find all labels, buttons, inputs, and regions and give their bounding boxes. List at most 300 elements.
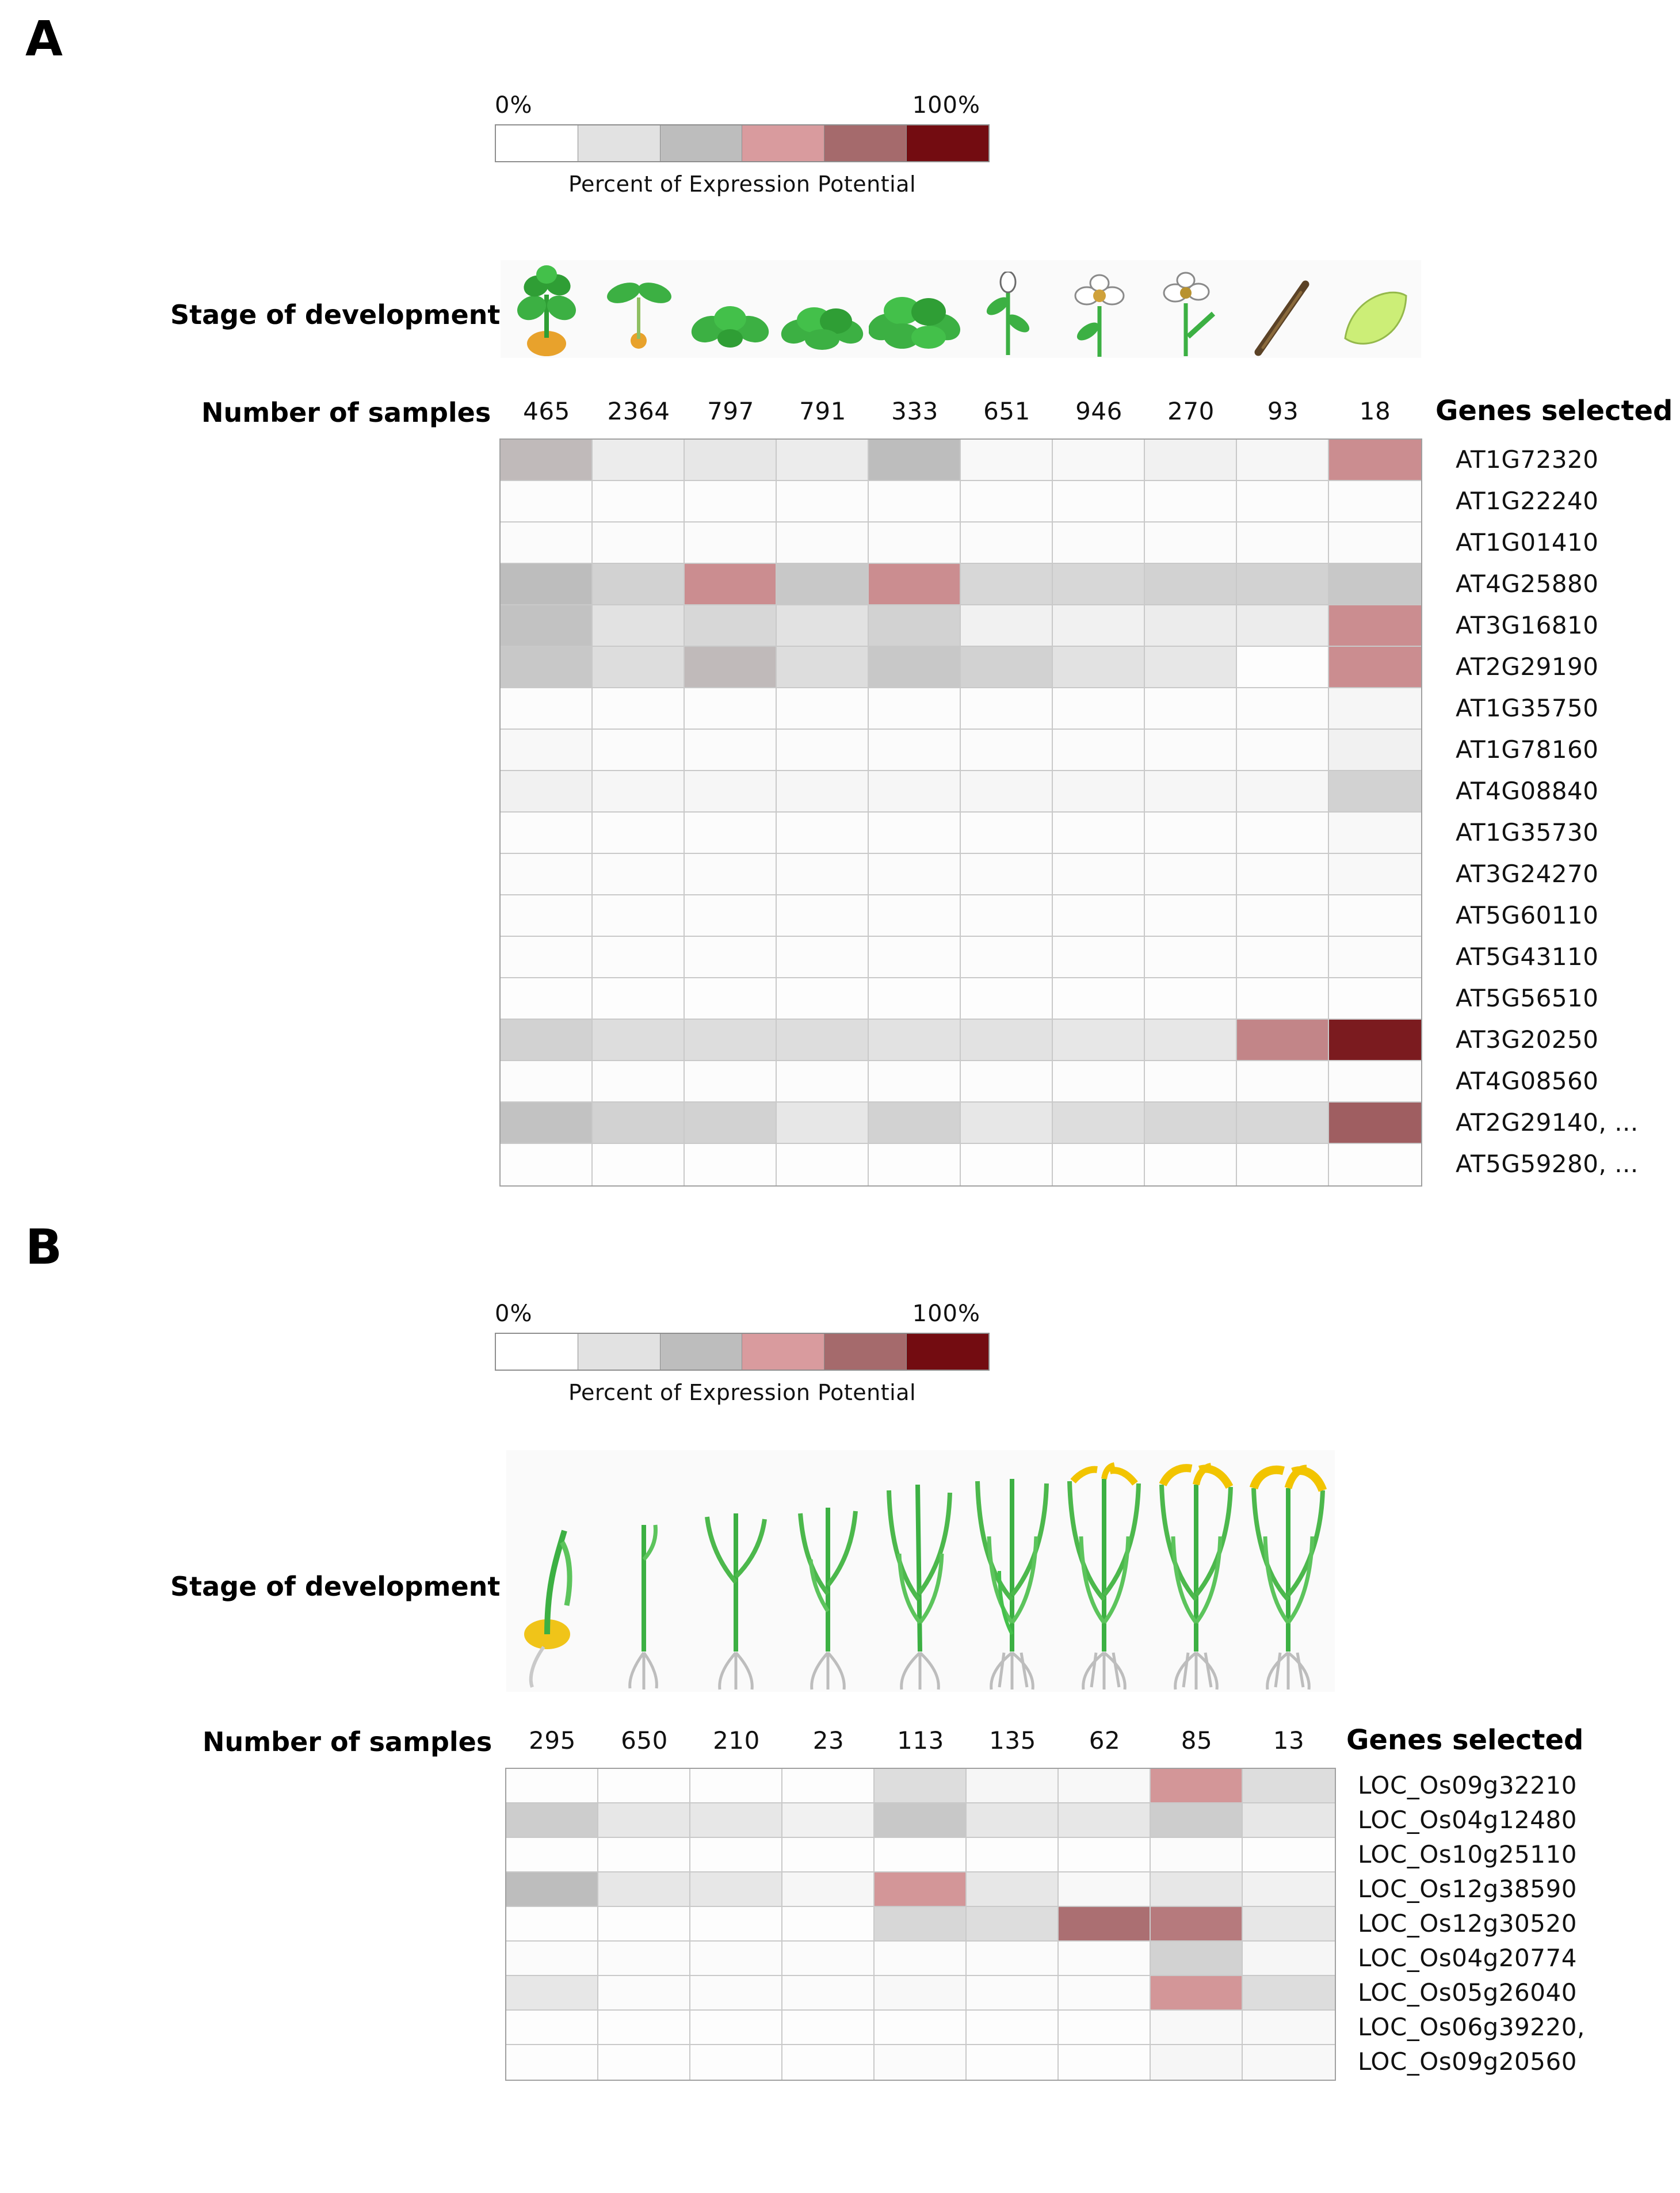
heatmap-cell[interactable] [1151, 1872, 1243, 1907]
heatmap-grid-a [499, 438, 1422, 1187]
heatmap-cell[interactable] [506, 2011, 598, 2045]
heatmap-cell[interactable] [777, 730, 869, 771]
heatmap-cell[interactable] [961, 813, 1053, 854]
heatmap-cell[interactable] [1053, 605, 1145, 647]
heatmap-cell[interactable] [1329, 1144, 1421, 1185]
heatmap-cell[interactable] [1059, 1838, 1151, 1872]
heatmap-cell[interactable] [875, 1907, 967, 1942]
stage-icon-rosette-early [685, 260, 777, 358]
heatmap-cell[interactable] [869, 688, 961, 730]
heatmap-cell[interactable] [967, 1769, 1059, 1803]
heatmap-cell[interactable] [777, 688, 869, 730]
heatmap-cell[interactable] [1329, 564, 1421, 605]
heatmap-cell[interactable] [685, 1103, 777, 1144]
heatmap-cell[interactable] [501, 522, 593, 564]
heatmap-cell[interactable] [685, 937, 777, 978]
sample-count: 797 [707, 397, 754, 425]
heatmap-cell[interactable] [501, 605, 593, 647]
heatmap-cell[interactable] [782, 2011, 875, 2045]
heatmap-cell[interactable] [1059, 2045, 1151, 2080]
heatmap-cell[interactable] [777, 813, 869, 854]
heatmap-cell[interactable] [1053, 1103, 1145, 1144]
heatmap-cell[interactable] [1237, 1103, 1329, 1144]
heatmap-cell[interactable] [967, 1803, 1059, 1838]
heatmap-cell[interactable] [1243, 1838, 1335, 1872]
gene-name[interactable]: LOC_Os09g20560 [1358, 2047, 1577, 2076]
heatmap-cell[interactable] [690, 1838, 782, 1872]
heatmap-cell[interactable] [961, 937, 1053, 978]
heatmap-cell[interactable] [1053, 564, 1145, 605]
stage-icon-germination [506, 1450, 598, 1692]
heatmap-cell[interactable] [1059, 1942, 1151, 1976]
heatmap-cell[interactable] [1053, 895, 1145, 937]
heatmap-cell[interactable] [598, 1872, 690, 1907]
heatmap-cell[interactable] [593, 895, 685, 937]
heatmap-cell[interactable] [690, 1907, 782, 1942]
heatmap-cell[interactable] [593, 564, 685, 605]
heatmap-cell[interactable] [961, 1061, 1053, 1103]
gene-name[interactable]: AT5G56510 [1456, 983, 1599, 1012]
heatmap-cell[interactable] [685, 481, 777, 522]
heatmap-cell[interactable] [1237, 895, 1329, 937]
heatmap-cell[interactable] [690, 1769, 782, 1803]
sample-count: 333 [891, 397, 938, 425]
heatmap-cell[interactable] [1059, 1907, 1151, 1942]
heatmap-cell[interactable] [869, 522, 961, 564]
heatmap-cell[interactable] [1243, 1907, 1335, 1942]
heatmap-cell[interactable] [501, 1020, 593, 1061]
heatmap-cell[interactable] [501, 854, 593, 895]
heatmap-cell[interactable] [685, 605, 777, 647]
heatmap-cell[interactable] [593, 1020, 685, 1061]
heatmap-cell[interactable] [501, 564, 593, 605]
heatmap-cell[interactable] [1151, 1838, 1243, 1872]
heatmap-cell[interactable] [967, 1907, 1059, 1942]
heatmap-cell[interactable] [1237, 813, 1329, 854]
heatmap-cell[interactable] [501, 481, 593, 522]
heatmap-cell[interactable] [1237, 688, 1329, 730]
heatmap-cell[interactable] [875, 2045, 967, 2080]
heatmap-cell[interactable] [506, 1907, 598, 1942]
heatmap-cell[interactable] [777, 937, 869, 978]
heatmap-cell[interactable] [501, 1061, 593, 1103]
heatmap-cell[interactable] [961, 688, 1053, 730]
heatmap-cell[interactable] [1243, 1803, 1335, 1838]
heatmap-cell[interactable] [1145, 813, 1237, 854]
heatmap-cell[interactable] [875, 1838, 967, 1872]
gene-name[interactable]: AT1G01410 [1456, 528, 1599, 556]
heatmap-cell[interactable] [869, 771, 961, 813]
heatmap-cell[interactable] [685, 730, 777, 771]
heatmap-cell[interactable] [875, 1769, 967, 1803]
heatmap-cell[interactable] [875, 1803, 967, 1838]
heatmap-cell[interactable] [690, 1976, 782, 2011]
heatmap-cell[interactable] [869, 647, 961, 688]
heatmap-cell[interactable] [593, 440, 685, 481]
heatmap-cell[interactable] [690, 1872, 782, 1907]
heatmap-cell[interactable] [1237, 771, 1329, 813]
heatmap-cell[interactable] [1053, 1020, 1145, 1061]
heatmap-cell[interactable] [1237, 854, 1329, 895]
heatmap-row [506, 2045, 1335, 2080]
heatmap-cell[interactable] [1329, 978, 1421, 1020]
heatmap-cell[interactable] [777, 895, 869, 937]
heatmap-cell[interactable] [685, 522, 777, 564]
heatmap-cell[interactable] [1053, 1061, 1145, 1103]
gene-name[interactable]: AT3G20250 [1456, 1025, 1599, 1054]
heatmap-cell[interactable] [869, 1144, 961, 1185]
heatmap-cell[interactable] [501, 730, 593, 771]
heatmap-cell[interactable] [506, 1942, 598, 1976]
heatmap-cell[interactable] [1145, 895, 1237, 937]
gene-name[interactable]: LOC_Os04g20774 [1358, 1943, 1577, 1972]
heatmap-row [501, 605, 1421, 647]
heatmap-cell[interactable] [593, 605, 685, 647]
heatmap-cell[interactable] [1145, 647, 1237, 688]
sample-count: 270 [1167, 397, 1215, 425]
heatmap-cell[interactable] [869, 481, 961, 522]
heatmap-cell[interactable] [1329, 1103, 1421, 1144]
heatmap-cell[interactable] [1243, 1769, 1335, 1803]
heatmap-cell[interactable] [685, 813, 777, 854]
heatmap-cell[interactable] [1329, 522, 1421, 564]
heatmap-cell[interactable] [506, 2045, 598, 2080]
heatmap-cell[interactable] [961, 481, 1053, 522]
heatmap-cell[interactable] [506, 1976, 598, 2011]
heatmap-cell[interactable] [777, 1103, 869, 1144]
gene-name[interactable]: LOC_Os12g30520 [1358, 1909, 1577, 1938]
heatmap-cell[interactable] [875, 2011, 967, 2045]
heatmap-cell[interactable] [961, 440, 1053, 481]
heatmap-cell[interactable] [685, 771, 777, 813]
heatmap-cell[interactable] [1145, 937, 1237, 978]
heatmap-cell[interactable] [501, 1144, 593, 1185]
heatmap-cell[interactable] [1329, 771, 1421, 813]
heatmap-cell[interactable] [685, 978, 777, 1020]
heatmap-cell[interactable] [869, 813, 961, 854]
heatmap-cell[interactable] [869, 730, 961, 771]
heatmap-cell[interactable] [1059, 1976, 1151, 2011]
heatmap-cell[interactable] [690, 2011, 782, 2045]
heatmap-cell[interactable] [869, 564, 961, 605]
heatmap-cell[interactable] [593, 1144, 685, 1185]
heatmap-cell[interactable] [782, 2045, 875, 2080]
heatmap-cell[interactable] [1329, 895, 1421, 937]
heatmap-cell[interactable] [967, 1976, 1059, 2011]
heatmap-cell[interactable] [875, 1872, 967, 1907]
heatmap-cell[interactable] [1151, 1976, 1243, 2011]
heatmap-cell[interactable] [685, 647, 777, 688]
heatmap-cell[interactable] [501, 813, 593, 854]
heatmap-cell[interactable] [1237, 730, 1329, 771]
heatmap-cell[interactable] [1053, 481, 1145, 522]
heatmap-cell[interactable] [1329, 854, 1421, 895]
heatmap-cell[interactable] [961, 895, 1053, 937]
heatmap-cell[interactable] [967, 2045, 1059, 2080]
heatmap-cell[interactable] [1329, 937, 1421, 978]
heatmap-cell[interactable] [1053, 522, 1145, 564]
gene-name[interactable]: AT5G59280, ... [1456, 1149, 1639, 1178]
heatmap-cell[interactable] [501, 647, 593, 688]
heatmap-cell[interactable] [1151, 1803, 1243, 1838]
heatmap-cell[interactable] [961, 605, 1053, 647]
heatmap-cell[interactable] [1053, 854, 1145, 895]
heatmap-cell[interactable] [1329, 730, 1421, 771]
heatmap-cell[interactable] [598, 1803, 690, 1838]
heatmap-cell[interactable] [1059, 1872, 1151, 1907]
heatmap-cell[interactable] [782, 1838, 875, 1872]
gene-name[interactable]: AT1G78160 [1456, 735, 1599, 764]
heatmap-cell[interactable] [598, 1838, 690, 1872]
heatmap-cell[interactable] [506, 1803, 598, 1838]
gene-name[interactable]: AT3G16810 [1456, 611, 1599, 639]
heatmap-cell[interactable] [685, 854, 777, 895]
heatmap-cell[interactable] [875, 1976, 967, 2011]
heatmap-cell[interactable] [593, 813, 685, 854]
heatmap-cell[interactable] [869, 978, 961, 1020]
heatmap-cell[interactable] [1329, 605, 1421, 647]
heatmap-cell[interactable] [961, 647, 1053, 688]
heatmap-cell[interactable] [1145, 522, 1237, 564]
heatmap-cell[interactable] [598, 1769, 690, 1803]
gene-name[interactable]: LOC_Os06g39220, [1358, 2012, 1585, 2041]
heatmap-cell[interactable] [501, 771, 593, 813]
heatmap-cell[interactable] [1053, 937, 1145, 978]
heatmap-cell[interactable] [1237, 522, 1329, 564]
heatmap-cell[interactable] [690, 1803, 782, 1838]
gene-name[interactable]: AT1G22240 [1456, 486, 1599, 515]
heatmap-cell[interactable] [1237, 978, 1329, 1020]
heatmap-cell[interactable] [961, 730, 1053, 771]
heatmap-cell[interactable] [777, 771, 869, 813]
heatmap-cell[interactable] [782, 1769, 875, 1803]
heatmap-cell[interactable] [1237, 1020, 1329, 1061]
heatmap-cell[interactable] [1145, 688, 1237, 730]
heatmap-cell[interactable] [782, 1803, 875, 1838]
heatmap-cell[interactable] [598, 1907, 690, 1942]
heatmap-cell[interactable] [869, 895, 961, 937]
gene-name[interactable]: AT4G08840 [1456, 776, 1599, 805]
heatmap-cell[interactable] [869, 854, 961, 895]
heatmap-cell[interactable] [593, 1103, 685, 1144]
gene-name[interactable]: AT1G35750 [1456, 693, 1599, 722]
heatmap-cell[interactable] [1145, 730, 1237, 771]
heatmap-cell[interactable] [1237, 440, 1329, 481]
heatmap-cell[interactable] [685, 1144, 777, 1185]
heatmap-cell[interactable] [1329, 1061, 1421, 1103]
heatmap-cell[interactable] [1237, 1144, 1329, 1185]
heatmap-cell[interactable] [782, 1872, 875, 1907]
heatmap-cell[interactable] [961, 1020, 1053, 1061]
heatmap-cell[interactable] [685, 895, 777, 937]
heatmap-cell[interactable] [1237, 647, 1329, 688]
heatmap-cell[interactable] [967, 1872, 1059, 1907]
heatmap-cell[interactable] [869, 1103, 961, 1144]
legend-a-max-label: 100% [912, 92, 980, 119]
heatmap-cell[interactable] [1329, 813, 1421, 854]
heatmap-cell[interactable] [1151, 1769, 1243, 1803]
heatmap-cell[interactable] [598, 1976, 690, 2011]
heatmap-cell[interactable] [690, 2045, 782, 2080]
heatmap-cell[interactable] [1145, 1103, 1237, 1144]
heatmap-cell[interactable] [593, 771, 685, 813]
heatmap-cell[interactable] [961, 522, 1053, 564]
heatmap-cell[interactable] [961, 771, 1053, 813]
heatmap-cell[interactable] [1151, 2011, 1243, 2045]
heatmap-cell[interactable] [1059, 2011, 1151, 2045]
heatmap-cell[interactable] [1243, 1976, 1335, 2011]
heatmap-cell[interactable] [593, 854, 685, 895]
heatmap-cell[interactable] [777, 522, 869, 564]
heatmap-cell[interactable] [1237, 564, 1329, 605]
heatmap-cell[interactable] [685, 688, 777, 730]
heatmap-cell[interactable] [782, 1976, 875, 2011]
heatmap-cell[interactable] [961, 978, 1053, 1020]
heatmap-cell[interactable] [1237, 481, 1329, 522]
heatmap-cell[interactable] [685, 564, 777, 605]
heatmap-cell[interactable] [1237, 1061, 1329, 1103]
heatmap-cell[interactable] [593, 647, 685, 688]
heatmap-cell[interactable] [782, 1907, 875, 1942]
heatmap-cell[interactable] [777, 854, 869, 895]
heatmap-cell[interactable] [777, 1061, 869, 1103]
heatmap-cell[interactable] [1151, 1942, 1243, 1976]
heatmap-cell[interactable] [777, 1144, 869, 1185]
heatmap-cell[interactable] [685, 440, 777, 481]
gene-name[interactable]: AT2G29140, ... [1456, 1108, 1639, 1136]
heatmap-cell[interactable] [593, 481, 685, 522]
gene-name[interactable]: AT4G25880 [1456, 569, 1599, 598]
heatmap-cell[interactable] [961, 1103, 1053, 1144]
heatmap-cell[interactable] [1145, 605, 1237, 647]
heatmap-cell[interactable] [1053, 730, 1145, 771]
heatmap-cell[interactable] [1329, 481, 1421, 522]
heatmap-cell[interactable] [1145, 564, 1237, 605]
gene-name[interactable]: AT1G35730 [1456, 818, 1599, 846]
heatmap-cell[interactable] [1059, 1769, 1151, 1803]
heatmap-cell[interactable] [593, 688, 685, 730]
heatmap-cell[interactable] [1237, 937, 1329, 978]
gene-name[interactable]: AT5G43110 [1456, 942, 1599, 971]
gene-name[interactable]: LOC_Os10g25110 [1358, 1840, 1577, 1868]
gene-name[interactable]: AT5G60110 [1456, 901, 1599, 929]
heatmap-cell[interactable] [777, 647, 869, 688]
heatmap-cell[interactable] [501, 1103, 593, 1144]
heatmap-cell[interactable] [777, 1020, 869, 1061]
heatmap-cell[interactable] [1329, 688, 1421, 730]
heatmap-cell[interactable] [593, 978, 685, 1020]
gene-name[interactable]: LOC_Os04g12480 [1358, 1805, 1577, 1834]
heatmap-cell[interactable] [1237, 605, 1329, 647]
heatmap-cell[interactable] [685, 1061, 777, 1103]
gene-name[interactable]: LOC_Os09g32210 [1358, 1771, 1577, 1799]
heatmap-cell[interactable] [501, 978, 593, 1020]
heatmap-cell[interactable] [598, 2045, 690, 2080]
heatmap-cell[interactable] [1145, 1061, 1237, 1103]
heatmap-cell[interactable] [506, 1769, 598, 1803]
heatmap-cell[interactable] [967, 1838, 1059, 1872]
heatmap-cell[interactable] [1329, 1020, 1421, 1061]
heatmap-cell[interactable] [961, 564, 1053, 605]
heatmap-cell[interactable] [869, 1020, 961, 1061]
heatmap-cell[interactable] [501, 937, 593, 978]
heatmap-cell[interactable] [690, 1942, 782, 1976]
heatmap-cell[interactable] [1059, 1803, 1151, 1838]
heatmap-cell[interactable] [777, 978, 869, 1020]
heatmap-cell[interactable] [501, 895, 593, 937]
heatmap-cell[interactable] [1243, 1872, 1335, 1907]
heatmap-cell[interactable] [961, 1144, 1053, 1185]
sample-count: 13 [1273, 1726, 1305, 1755]
heatmap-cell[interactable] [506, 1838, 598, 1872]
heatmap-cell[interactable] [1145, 1020, 1237, 1061]
heatmap-cell[interactable] [967, 2011, 1059, 2045]
heatmap-cell[interactable] [593, 1061, 685, 1103]
heatmap-cell[interactable] [501, 688, 593, 730]
stage-icon-bolting [961, 260, 1053, 358]
heatmap-cell[interactable] [593, 730, 685, 771]
heatmap-cell[interactable] [1053, 688, 1145, 730]
heatmap-cell[interactable] [961, 854, 1053, 895]
heatmap-cell[interactable] [967, 1942, 1059, 1976]
heatmap-cell[interactable] [1053, 647, 1145, 688]
heatmap-cell[interactable] [598, 2011, 690, 2045]
heatmap-cell[interactable] [685, 1020, 777, 1061]
gene-name[interactable]: AT4G08560 [1456, 1066, 1599, 1095]
heatmap-cell[interactable] [1145, 440, 1237, 481]
heatmap-cell[interactable] [501, 440, 593, 481]
heatmap-cell[interactable] [1243, 1942, 1335, 1976]
heatmap-cell[interactable] [1151, 2045, 1243, 2080]
heatmap-cell[interactable] [1329, 440, 1421, 481]
heatmap-cell[interactable] [1145, 854, 1237, 895]
heatmap-cell[interactable] [869, 605, 961, 647]
heatmap-cell[interactable] [1329, 647, 1421, 688]
gene-name[interactable]: LOC_Os05g26040 [1358, 1978, 1577, 2007]
heatmap-cell[interactable] [782, 1942, 875, 1976]
heatmap-cell[interactable] [598, 1942, 690, 1976]
heatmap-cell[interactable] [1145, 771, 1237, 813]
heatmap-cell[interactable] [1145, 481, 1237, 522]
heatmap-cell[interactable] [869, 440, 961, 481]
heatmap-cell[interactable] [1151, 1907, 1243, 1942]
heatmap-cell[interactable] [593, 522, 685, 564]
heatmap-cell[interactable] [1145, 978, 1237, 1020]
heatmap-cell[interactable] [1053, 813, 1145, 854]
heatmap-cell[interactable] [777, 605, 869, 647]
gene-name[interactable]: AT2G29190 [1456, 652, 1599, 681]
gene-name[interactable]: AT3G24270 [1456, 859, 1599, 888]
heatmap-cell[interactable] [869, 1061, 961, 1103]
heatmap-cell[interactable] [1053, 440, 1145, 481]
heatmap-cell[interactable] [777, 481, 869, 522]
heatmap-cell[interactable] [1053, 1144, 1145, 1185]
heatmap-cell[interactable] [777, 440, 869, 481]
heatmap-cell[interactable] [1145, 1144, 1237, 1185]
heatmap-cell[interactable] [1053, 978, 1145, 1020]
heatmap-cell[interactable] [506, 1872, 598, 1907]
gene-name[interactable]: LOC_Os12g38590 [1358, 1874, 1577, 1903]
heatmap-cell[interactable] [593, 937, 685, 978]
heatmap-cell[interactable] [1243, 2011, 1335, 2045]
legend-b [495, 1300, 990, 1405]
heatmap-cell[interactable] [1053, 771, 1145, 813]
heatmap-cell[interactable] [875, 1942, 967, 1976]
heatmap-cell[interactable] [1243, 2045, 1335, 2080]
gene-name[interactable]: AT1G72320 [1456, 445, 1599, 474]
heatmap-cell[interactable] [777, 564, 869, 605]
heatmap-cell[interactable] [869, 937, 961, 978]
